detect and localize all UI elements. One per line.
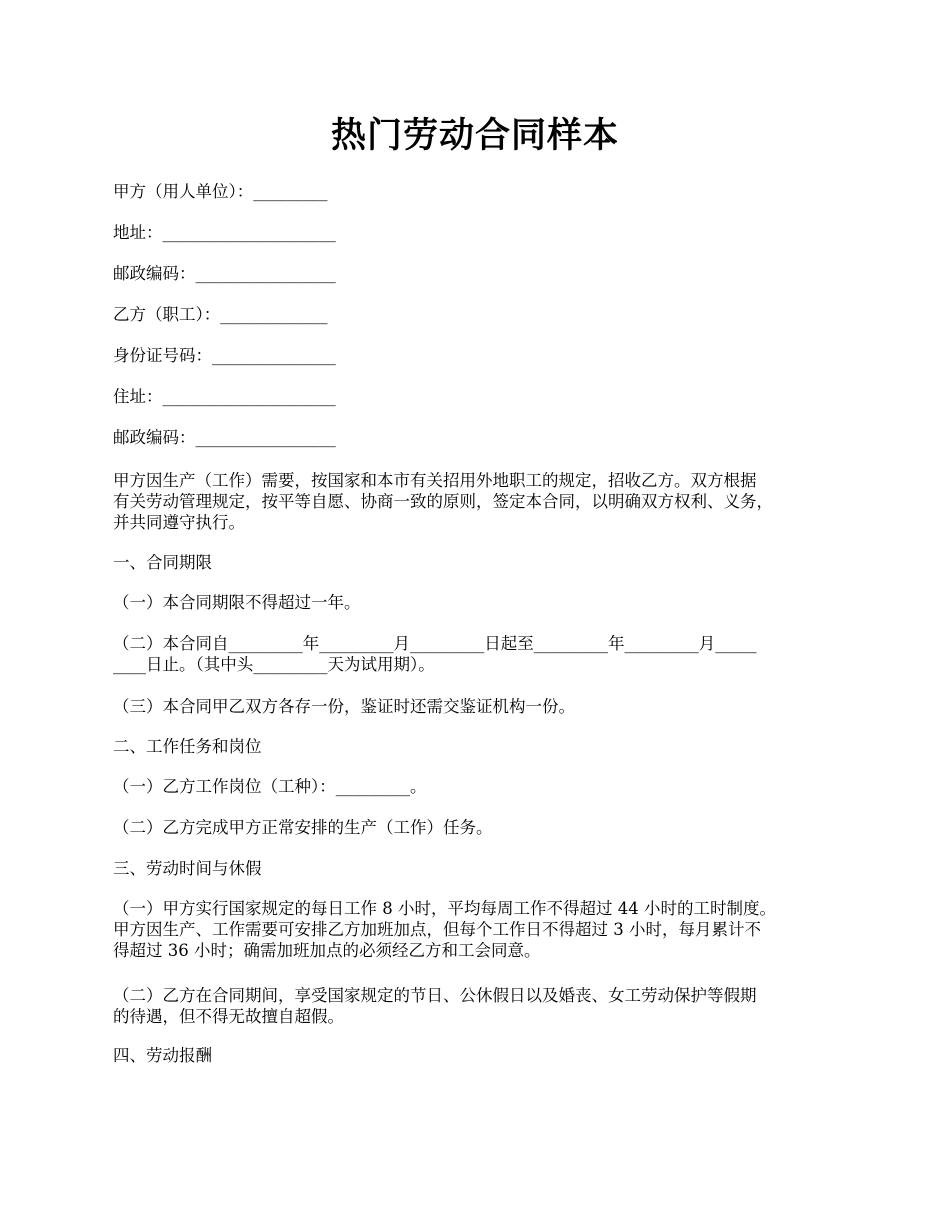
field-postcode-2: 邮政编码：_________________ xyxy=(113,428,336,447)
field-employer: 甲方（用人单位）：_________ xyxy=(113,182,328,201)
section-3-item-2 xyxy=(113,985,850,1027)
field-postcode: 邮政编码：_________________ xyxy=(113,264,336,283)
section-2-item-1: （一）乙方工作岗位（工种）：_________。 xyxy=(113,777,427,796)
intro-line-2: 有关劳动管理规定，按平等自愿、协商一致的原则，签定本合同，以明确双方权利、义务， xyxy=(113,492,773,511)
section-2-item-2: （二）乙方完成甲方正常安排的生产（工作）任务。 xyxy=(113,818,493,837)
intro-line-1: 甲方因生产（工作）需要，按国家和本市有关招用外地职工的规定，招收乙方。双方根据 xyxy=(113,471,757,490)
section-4-heading: 四、劳动报酬 xyxy=(113,1046,212,1065)
field-address: 地址：_____________________ xyxy=(113,223,336,242)
section-3-item-2-line-1: （二）乙方在合同期间，享受国家规定的节日、公休假日以及婚丧、女工劳动保护等假期 xyxy=(113,986,757,1005)
section-1-item-2-line-2: ____日止。（其中头_________天为试用期）。 xyxy=(113,655,435,674)
field-id-number: 身份证号码：_______________ xyxy=(113,346,336,365)
section-1-item-2 xyxy=(113,633,850,675)
section-3-item-2-line-2: 的待遇，但不得无故擅自超假。 xyxy=(113,1007,344,1026)
intro-paragraph xyxy=(113,470,850,533)
section-3-heading: 三、劳动时间与休假 xyxy=(113,859,262,878)
intro-line-3: 并共同遵守执行。 xyxy=(113,513,245,532)
field-residence: 住址：_____________________ xyxy=(113,387,336,406)
section-3-item-1 xyxy=(113,898,850,961)
document-title: 热门劳动合同样本 xyxy=(330,115,619,156)
section-3-item-1-line-3: 得超过 36 小时；确需加班加点的必须经乙方和工会同意。 xyxy=(113,941,541,960)
section-3-item-1-line-1: （一）甲方实行国家规定的每日工作 8 小时，平均每周工作不得超过 44 小时的工时制度。 xyxy=(113,899,776,918)
section-3-item-1-line-2: 甲方因生产、工作需要可安排乙方加班加点，但每个工作日不得超过 3 小时，每月累计不 xyxy=(113,920,761,939)
field-employee: 乙方（职工）：_____________ xyxy=(113,305,328,324)
section-2-heading: 二、工作任务和岗位 xyxy=(113,737,262,756)
section-1-item-1: （一）本合同期限不得超过一年。 xyxy=(113,593,361,612)
section-1-item-2-line-1: （二）本合同自_________年_________月_________日起至_________年_________月_____ xyxy=(113,634,757,653)
section-1-heading: 一、合同期限 xyxy=(113,553,212,572)
section-1-item-3: （三）本合同甲乙双方各存一份，鉴证时还需交鉴证机构一份。 xyxy=(113,697,575,716)
